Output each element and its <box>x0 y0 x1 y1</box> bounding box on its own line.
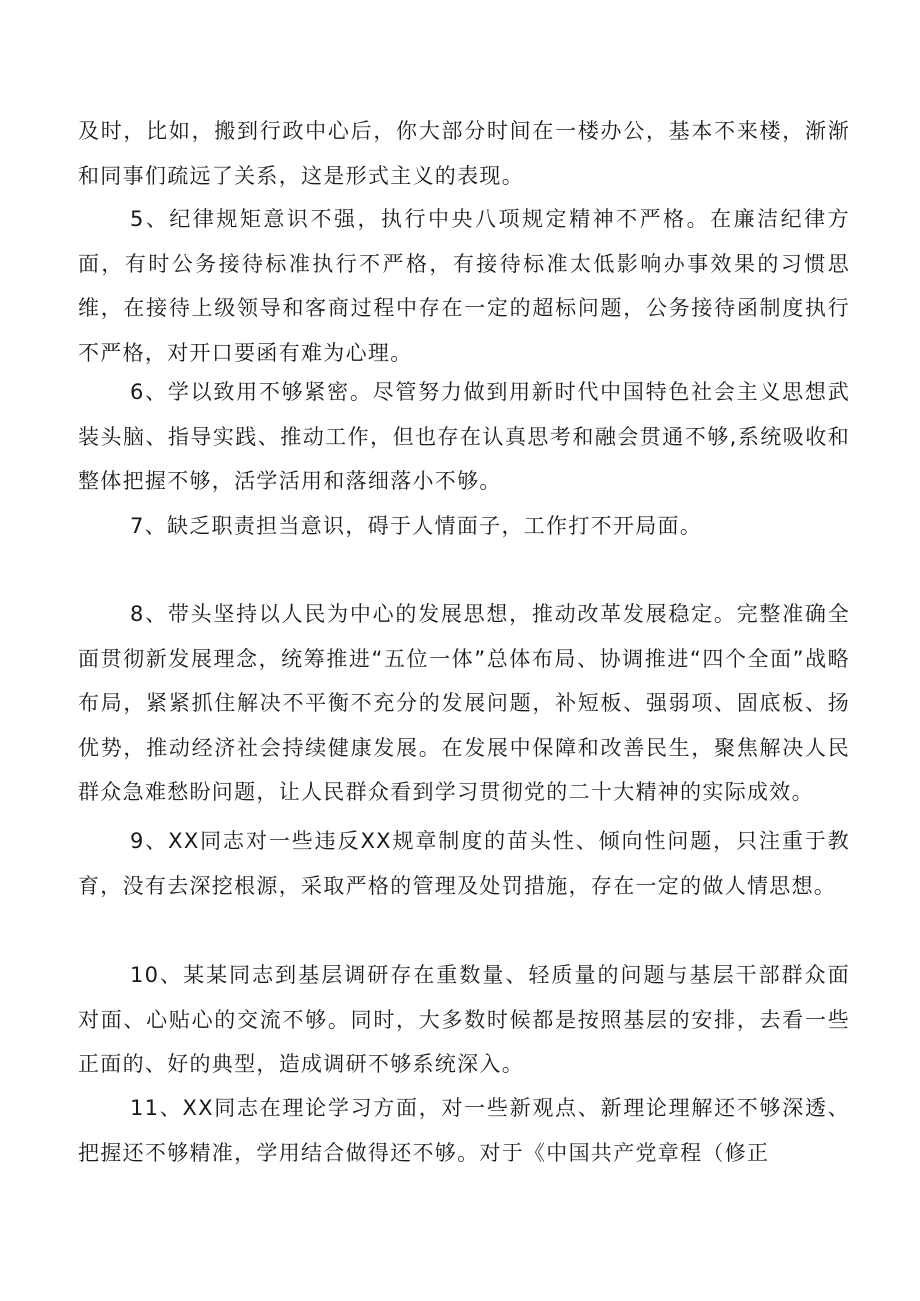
paragraph-item-6: 6、学以致用不够紧密。尽管努力做到用新时代中国特色社会主义思想武装头脑、指导实践、推动工作，但也存在认真思考和融会贯通不够,系统吸收和整体把握不够，活学活用和落细落小不够。 <box>78 380 850 493</box>
paragraph-item-11: 11、XX同志在理论学习方面，对一些新观点、新理论理解还不够深透、把握还不够精准，学用结合做得还不够。对于《中国共产党章程（修正 <box>78 1096 850 1165</box>
paragraph-item-9: 9、XX同志对一些违反XX规章制度的苗头性、倾向性问题，只注重于教育，没有去深挖根源，采取严格的管理及处罚措施，存在一定的做人情思想。 <box>78 829 850 898</box>
paragraph-item-10: 10、某某同志到基层调研存在重数量、轻质量的问题与基层干部群众面对面、心贴心的交流不够。同时，大多数时候都是按照基层的安排，去看一些正面的、好的典型，造成调研不够系统深入。 <box>78 963 850 1076</box>
paragraph-item-7: 7、缺乏职责担当意识，碍于人情面子，工作打不开局面。 <box>130 514 703 538</box>
paragraph-continuation: 及时，比如，搬到行政中心后，你大部分时间在一楼办公，基本不来楼，渐渐和同事们疏远了关系，这是形式主义的表现。 <box>78 119 850 188</box>
paragraph-item-8: 8、带头坚持以人民为中心的发展思想，推动改革发展稳定。完整准确全面贯彻新发展理念，统筹推进“五位一体”总体布局、协调推进“四个全面”战略布局，紧紧抓住解决不平衡不充分的发展问题，补短板、强弱项、固底板、扬优势，推动经济社会持续健康发展。在发展中保障和改善民生，聚焦解决人民群众急难愁盼问题，让人民群众看到学习贯彻党的二十大精神的实际成效。 <box>78 602 850 804</box>
paragraph-item-5: 5、纪律规矩意识不强，执行中央八项规定精神不严格。在廉洁纪律方面，有时公务接待标准执行不严格，有接待标准太低影响办事效果的习惯思维，在接待上级领导和客商过程中存在一定的超标问题，公务接待函制度执行不严格，对开口要函有难为心理。 <box>78 207 850 365</box>
